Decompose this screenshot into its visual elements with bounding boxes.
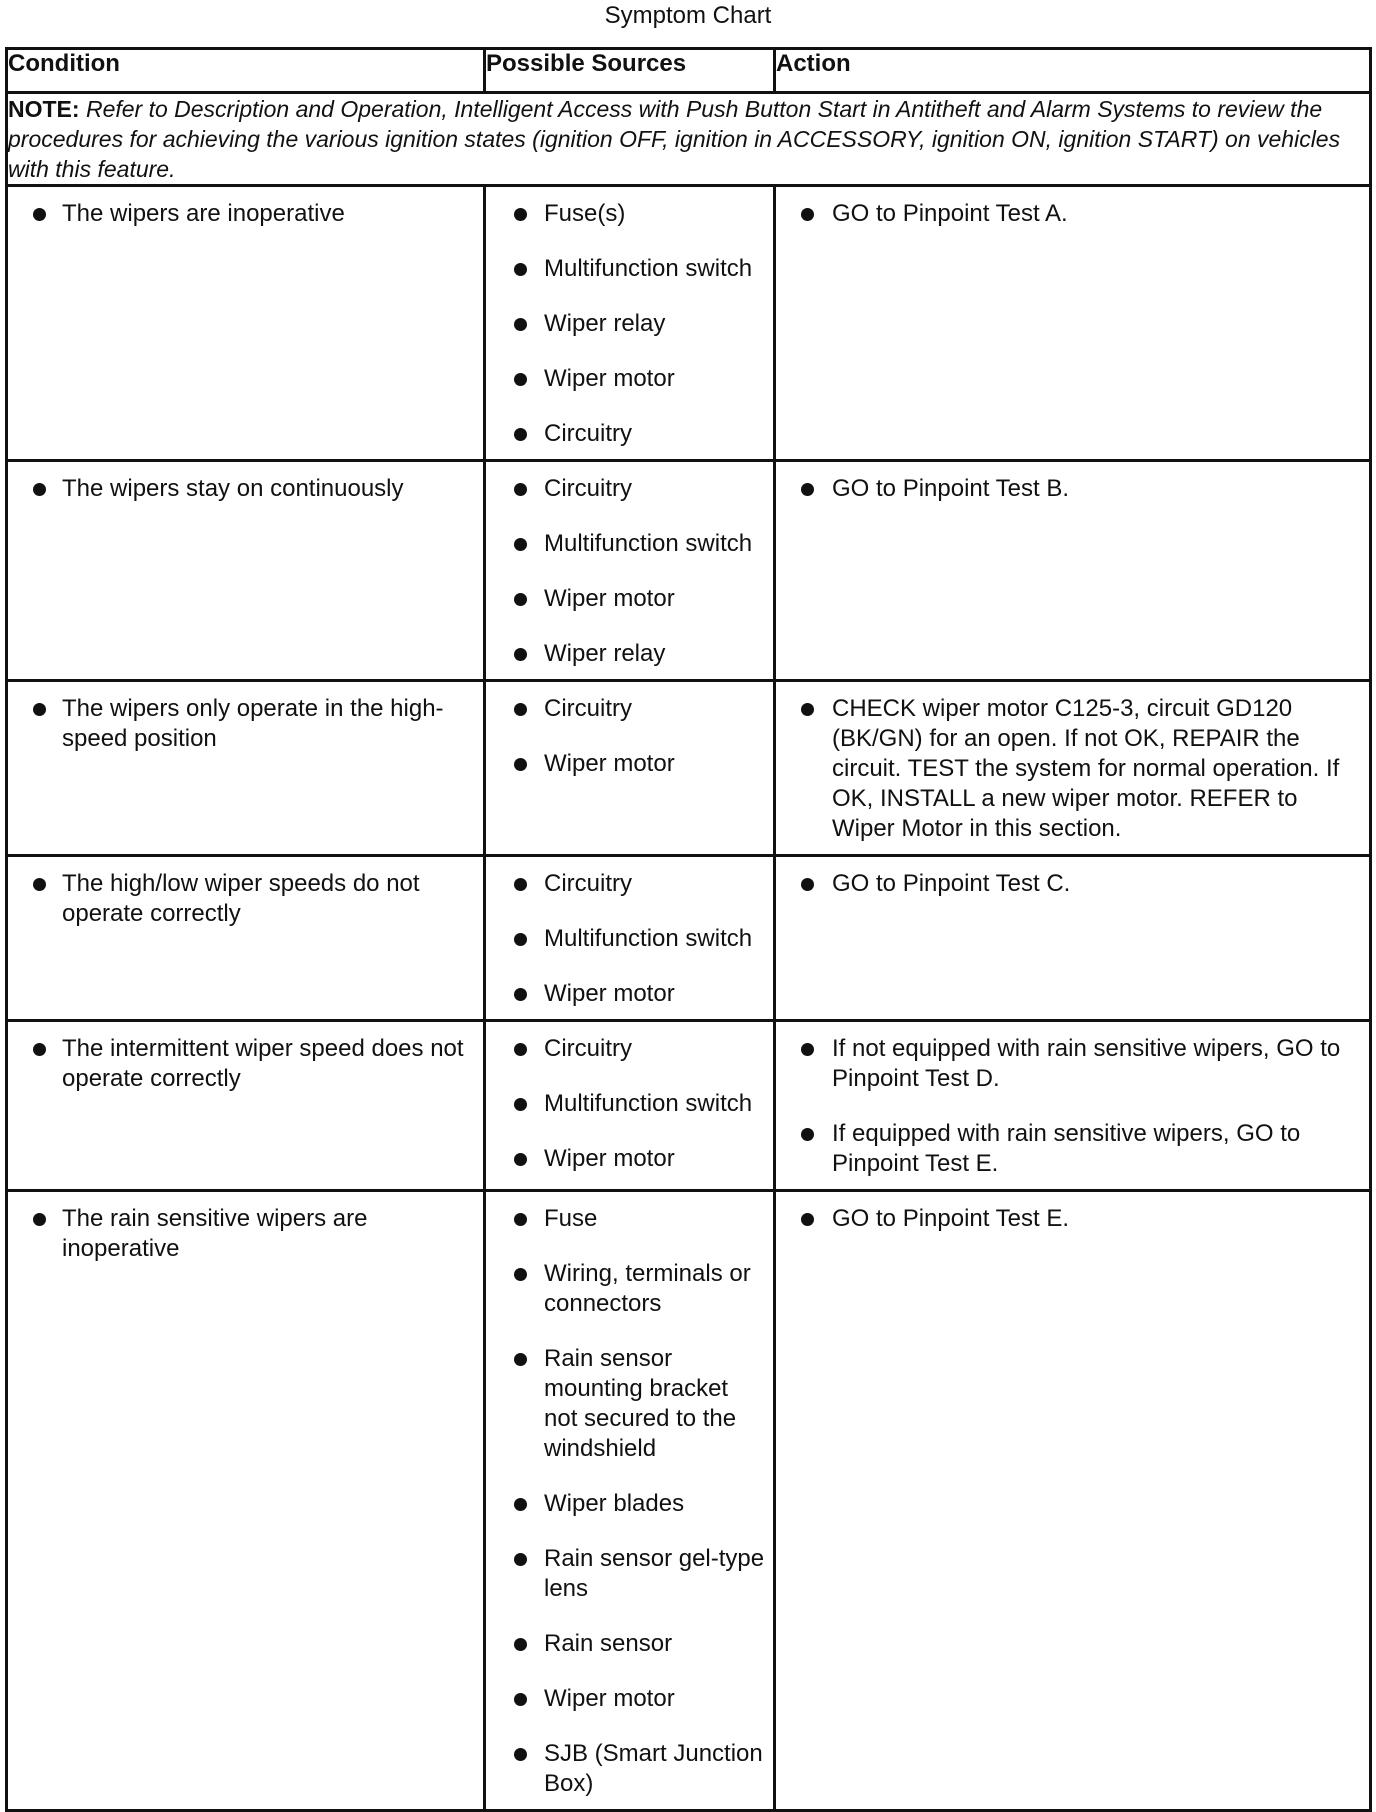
source-item-list [486, 462, 773, 679]
condition-cell [7, 681, 485, 856]
sources-cell [485, 1191, 775, 1811]
condition-cell [7, 186, 485, 461]
source-item: Multifunction switch [486, 254, 767, 284]
condition-text: The wipers stay on continuously [8, 474, 477, 504]
source-item: Wiper relay [486, 309, 767, 339]
action-cell [775, 1021, 1371, 1191]
action-item-list [776, 1192, 1369, 1244]
header-action: Action [775, 49, 1371, 93]
note-label: NOTE: [8, 96, 80, 122]
condition-list [8, 857, 483, 939]
source-item: Rain sensor mounting bracket not secured to the windshield [486, 1344, 767, 1464]
source-item: Wiper motor [486, 749, 767, 779]
action-item-list [776, 857, 1369, 909]
source-item-list [486, 1192, 773, 1809]
action-cell [775, 1191, 1371, 1811]
source-item: Wiper motor [486, 584, 767, 614]
source-item: Wiper motor [486, 1684, 767, 1714]
condition-cell [7, 856, 485, 1021]
source-item: Fuse(s) [486, 199, 767, 229]
source-item: Rain sensor [486, 1629, 767, 1659]
source-item: Multifunction switch [486, 529, 767, 559]
symptom-chart-table [5, 47, 1372, 1812]
source-item: Fuse [486, 1204, 767, 1234]
source-item: Circuitry [486, 694, 767, 724]
source-item: Multifunction switch [486, 1089, 767, 1119]
note-cell [7, 93, 1371, 186]
condition-list [8, 187, 483, 239]
symptom-row [7, 856, 1371, 1021]
source-item: Wiper blades [486, 1489, 767, 1519]
source-item-list [486, 187, 773, 459]
source-item: Wiper relay [486, 639, 767, 669]
condition-list [8, 1192, 483, 1274]
condition-list [8, 1022, 483, 1104]
action-item-list [776, 1022, 1369, 1189]
condition-list [8, 462, 483, 514]
action-item: CHECK wiper motor C125-3, circuit GD120 (BK/GN) for an open. If not OK, REPAIR the circuit. TEST the system for normal operation. If OK, INSTALL a new wiper motor. REFER to Wiper Motor in this section. [776, 694, 1363, 844]
source-item-list [486, 1022, 773, 1184]
action-cell [775, 856, 1371, 1021]
action-item: GO to Pinpoint Test A. [776, 199, 1363, 229]
sources-cell [485, 461, 775, 681]
source-item-list [486, 682, 773, 789]
source-item-list [486, 857, 773, 1019]
action-item: GO to Pinpoint Test B. [776, 474, 1363, 504]
symptom-row [7, 461, 1371, 681]
source-item: Wiring, terminals or connectors [486, 1259, 767, 1319]
action-item-list [776, 187, 1369, 239]
source-item: Wiper motor [486, 979, 767, 1009]
source-item: Circuitry [486, 419, 767, 449]
sources-cell [485, 856, 775, 1021]
condition-cell [7, 1021, 485, 1191]
sources-cell [485, 681, 775, 856]
header-possible-sources: Possible Sources [485, 49, 775, 93]
source-item: SJB (Smart Junction Box) [486, 1739, 767, 1799]
source-item: Rain sensor gel-type lens [486, 1544, 767, 1604]
source-item: Circuitry [486, 869, 767, 899]
condition-text: The intermittent wiper speed does not operate correctly [8, 1034, 477, 1094]
action-item-list [776, 462, 1369, 514]
condition-list [8, 682, 483, 764]
action-item: GO to Pinpoint Test E. [776, 1204, 1363, 1234]
source-item: Circuitry [486, 474, 767, 504]
note-row [7, 93, 1371, 186]
condition-text: The wipers are inoperative [8, 199, 477, 229]
condition-text: The rain sensitive wipers are inoperative [8, 1204, 477, 1264]
action-cell [775, 186, 1371, 461]
action-cell [775, 461, 1371, 681]
condition-cell [7, 1191, 485, 1811]
condition-text: The high/low wiper speeds do not operate correctly [8, 869, 477, 929]
action-item: If not equipped with rain sensitive wipers, GO to Pinpoint Test D. [776, 1034, 1363, 1094]
symptom-row [7, 681, 1371, 856]
source-item: Multifunction switch [486, 924, 767, 954]
action-item-list [776, 682, 1369, 854]
condition-text: The wipers only operate in the high-speed position [8, 694, 477, 754]
symptom-row [7, 1021, 1371, 1191]
note-text: Refer to Description and Operation, Intelligent Access with Push Button Start in Antitheft and Alarm Systems to review the procedures for achieving the various ignition states (ignition OFF, ignition in ACCESSORY, ignition ON, ignition START) on vehicles with this feature. [8, 96, 1341, 182]
action-item: GO to Pinpoint Test C. [776, 869, 1363, 899]
sources-cell [485, 1021, 775, 1191]
chart-title: Symptom Chart [604, 2, 772, 29]
symptom-row [7, 1191, 1371, 1811]
condition-cell [7, 461, 485, 681]
action-cell [775, 681, 1371, 856]
symptom-row [7, 186, 1371, 461]
action-item: If equipped with rain sensitive wipers, GO to Pinpoint Test E. [776, 1119, 1363, 1179]
header-condition: Condition [7, 49, 485, 93]
header-row [7, 49, 1371, 93]
source-item: Circuitry [486, 1034, 767, 1064]
source-item: Wiper motor [486, 1144, 767, 1174]
sources-cell [485, 186, 775, 461]
source-item: Wiper motor [486, 364, 767, 394]
